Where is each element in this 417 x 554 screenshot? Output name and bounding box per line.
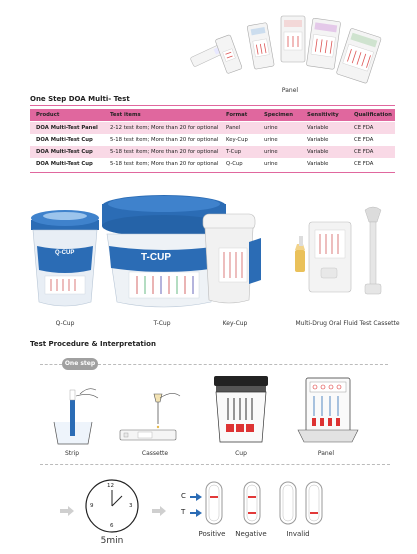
cassette-illustration — [120, 393, 180, 440]
product-table — [30, 109, 395, 173]
procedure-divider-bottom — [40, 464, 390, 465]
oral-fluid-cassette-image — [295, 207, 381, 294]
q-cup-brand: Q-CUP — [55, 250, 75, 256]
cell-qualification: CE FDA — [354, 137, 374, 143]
clock-number-12: 12 — [107, 483, 114, 489]
cell-sensitivity: Variable — [307, 149, 329, 155]
strip-illustration — [54, 389, 98, 444]
result-invalid-window-1 — [280, 482, 296, 524]
cell-specimen: urine — [264, 149, 278, 155]
procedure-illustrations — [40, 372, 390, 448]
cell-qualification: CE FDA — [354, 125, 374, 131]
result-negative-window — [244, 482, 260, 524]
header-test-items: Test items — [110, 112, 141, 118]
q-cup-caption: Q-Cup — [55, 320, 75, 327]
table-bottom-border — [30, 172, 395, 173]
cell-specimen: urine — [264, 137, 278, 143]
q-cup-image — [31, 210, 99, 306]
clock-number-9: 9 — [90, 503, 94, 509]
panel-illustration — [298, 378, 358, 442]
header-product: Product — [36, 112, 60, 118]
c-arrow-icon — [190, 493, 202, 501]
table-header-row — [30, 109, 395, 121]
cell-test-items: 2-12 test item; More than 20 for optional — [110, 125, 219, 131]
method-cassette: Cassette — [141, 450, 169, 457]
result-positive-window — [206, 482, 222, 524]
clock-number-3: 3 — [129, 503, 133, 509]
method-strip: Strip — [64, 450, 80, 457]
cell-format: Panel — [226, 125, 241, 131]
cell-test-items: 5-18 test item; More than 20 for optional — [110, 137, 219, 143]
cell-test-items: 5-18 test item; More than 20 for optional — [110, 161, 219, 167]
cup-illustration — [214, 376, 268, 442]
header-qualification: Qualification — [354, 112, 392, 118]
result-positive-label: Positive — [198, 530, 226, 538]
arrow-right-icon — [60, 506, 74, 516]
table-row — [30, 134, 395, 146]
one-step-pill: One step — [62, 358, 98, 370]
t-label: T — [181, 508, 186, 516]
cell-sensitivity: Variable — [307, 125, 329, 131]
table-row — [30, 146, 395, 158]
one-step-title: One Step DOA Multi- Test — [30, 95, 130, 103]
c-label: C — [181, 492, 186, 500]
procedure-divider-top-right — [98, 364, 388, 365]
cell-test-items: 5-18 test item; More than 20 for optional — [110, 149, 219, 155]
cell-product: DOA Multi-Test Cup — [36, 137, 93, 143]
cell-product: DOA Multi-Test Panel — [36, 125, 98, 131]
method-panel: Panel — [317, 450, 335, 457]
result-negative-label: Negative — [235, 530, 267, 538]
cell-specimen: urine — [264, 161, 278, 167]
cell-sensitivity: Variable — [307, 137, 329, 143]
table-row — [30, 158, 395, 170]
cell-qualification: CE FDA — [354, 149, 374, 155]
cell-format: Q-Cup — [226, 161, 243, 167]
result-invalid-label: Invalid — [286, 530, 310, 538]
t-arrow-icon — [190, 509, 202, 517]
cell-qualification: CE FDA — [354, 161, 374, 167]
cell-specimen: urine — [264, 125, 278, 131]
timer-label: 5min — [100, 536, 124, 546]
procedure-title: Test Procedure & Interpretation — [30, 340, 156, 348]
key-cup-image — [203, 214, 261, 303]
header-format: Format — [226, 112, 248, 118]
cell-format: Key-Cup — [226, 137, 248, 143]
cell-product: DOA Multi-Test Cup — [36, 149, 93, 155]
panel-caption: Panel — [281, 87, 299, 94]
title-underline — [30, 105, 395, 106]
header-specimen: Specimen — [264, 112, 294, 118]
cell-sensitivity: Variable — [307, 161, 329, 167]
panel-test-strips-image — [185, 10, 395, 92]
table-row — [30, 122, 395, 134]
clock-number-6: 6 — [110, 523, 114, 529]
header-sensitivity: Sensitivity — [307, 112, 339, 118]
arrow-right-icon — [152, 506, 166, 516]
method-cup: Cup — [235, 450, 247, 457]
key-cup-caption: Key-Cup — [222, 320, 248, 327]
result-invalid-window-2 — [306, 482, 322, 524]
t-cup-caption: T-Cup — [153, 320, 171, 327]
product-photos — [25, 190, 400, 315]
cell-product: DOA Multi-Test Cup — [36, 161, 93, 167]
procedure-divider-top — [40, 364, 62, 365]
cell-format: T-Cup — [226, 149, 242, 155]
oral-cassette-caption: Multi-Drug Oral Fluid Test Cassette — [295, 320, 400, 327]
t-cup-brand: T-CUP — [141, 252, 171, 263]
